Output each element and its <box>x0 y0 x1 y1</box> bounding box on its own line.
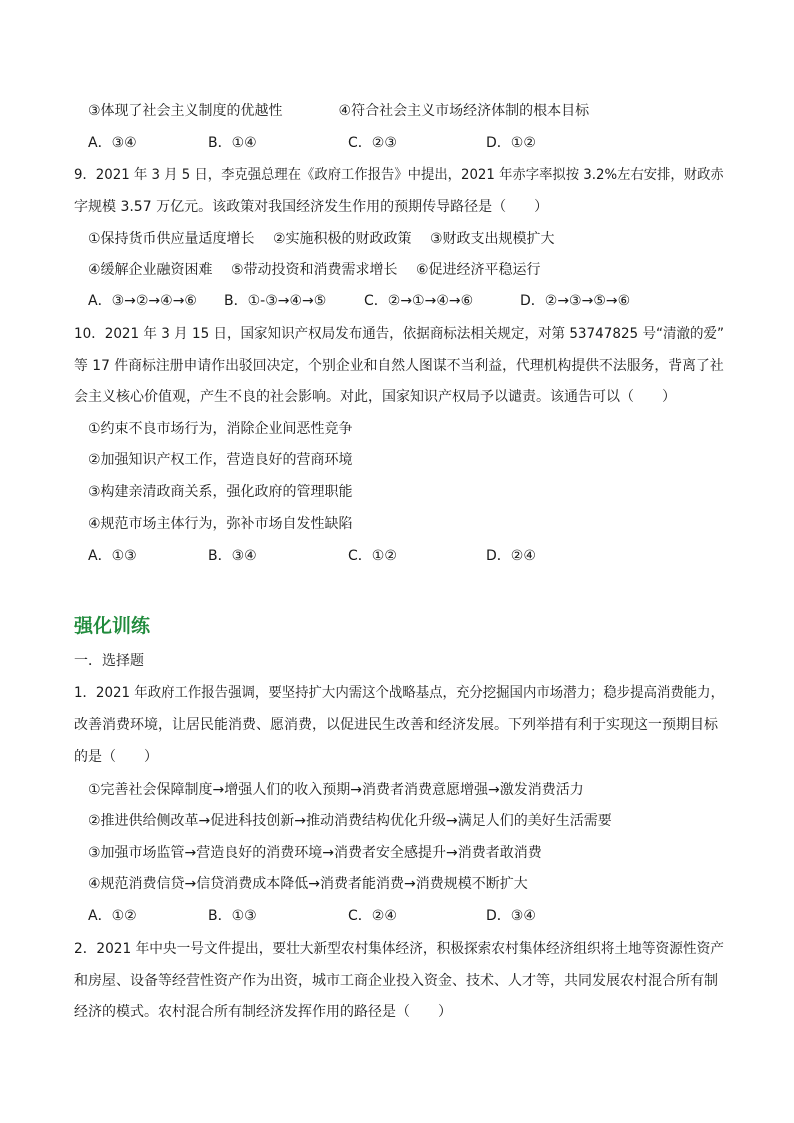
q10-option-a: A．①③ <box>88 548 137 564</box>
p1-option-b: B．①③ <box>208 908 257 924</box>
p2-stem-line3: 经济的模式。农村混合所有制经济发挥作用的路径是（ ） <box>74 1004 452 1020</box>
q10-statement: ①约束不良市场行为，消除企业间恶性竞争 <box>88 421 353 437</box>
q9-stem-line2: 字规模 3.57 万亿元。该政策对我国经济发生作用的预期传导路径是（ ） <box>74 199 549 215</box>
q9-option-d: D．②→③→⑤→⑥ <box>520 293 631 309</box>
q10-option-c: C．①② <box>348 548 397 564</box>
p1-statement: ④规范消费信贷→信贷消费成本降低→消费者能消费→消费规模不断扩大 <box>88 876 528 892</box>
p1-stem-line1: 1．2021 年政府工作报告强调，要坚持扩大内需这个战略基点，充分挖掘国内市场潜力；稳步提高消费能力， <box>74 685 724 701</box>
p1-stem-line3: 的是（ ） <box>74 749 158 765</box>
q10-option-b: B．③④ <box>208 548 257 564</box>
p1-option-d: D．③④ <box>486 908 536 924</box>
q10-stem-line3: 会主义核心价值观，产生不良的社会影响。对此，国家知识产权局予以谴责。该通告可以（ ） <box>74 389 676 405</box>
p1-stem-line2: 改善消费环境，让居民能消费、愿消费，以促进民生改善和经济发展。下列举措有利于实现这一预期目标 <box>74 717 718 733</box>
section-subtitle: 一．选择题 <box>74 653 144 669</box>
p1-statement: ①完善社会保障制度→增强人们的收入预期→消费者消费意愿增强→激发消费活力 <box>88 782 584 798</box>
q9-statements-line2: ④缓解企业融资困难 ⑤带动投资和消费需求增长 ⑥促进经济平稳运行 <box>88 262 541 278</box>
q8-option-b: B．①④ <box>208 135 257 151</box>
q9-option-a: A．③→②→④→⑥ <box>88 293 197 309</box>
q9-stem-line1: 9．2021 年 3 月 5 日，李克强总理在《政府工作报告》中提出，2021 年赤字率拟按 3.2%左右安排，财政赤 <box>74 167 724 183</box>
q9-statements-line1: ①保持货币供应量适度增长 ②实施积极的财政政策 ③财政支出规模扩大 <box>88 231 555 247</box>
q8-statements-line: ③体现了社会主义制度的优越性 ④符合社会主义市场经济体制的根本目标 <box>88 103 590 119</box>
q10-statement: ②加强知识产权工作，营造良好的营商环境 <box>88 452 353 468</box>
q9-option-b: B．①-③→④→⑤ <box>224 293 327 309</box>
q8-option-a: A．③④ <box>88 135 137 151</box>
p2-stem-line1: 2．2021 年中央一号文件提出，要壮大新型农村集体经济，积极探索农村集体经济组织将土地等资源性资产 <box>74 941 724 957</box>
q8-option-d: D．①② <box>486 135 536 151</box>
q9-option-c: C．②→①→④→⑥ <box>364 293 474 309</box>
q8-option-c: C．②③ <box>348 135 397 151</box>
p2-stem-line2: 和房屋、设备等经营性资产作为出资，城市工商企业投入资金、技术、人才等，共同发展农村混合所有制 <box>74 973 718 989</box>
q10-option-d: D．②④ <box>486 548 536 564</box>
p1-statement: ③加强市场监管→营造良好的消费环境→消费者安全感提升→消费者敢消费 <box>88 845 542 861</box>
q10-statement: ③构建亲清政商关系，强化政府的管理职能 <box>88 484 353 500</box>
q10-stem-line2: 等 17 件商标注册申请作出驳回决定，个别企业和自然人图谋不当利益，代理机构提供不法服务，背离了社 <box>74 358 724 374</box>
p1-option-c: C．②④ <box>348 908 397 924</box>
p1-option-a: A．①② <box>88 908 137 924</box>
p1-statement: ②推进供给侧改革→促进科技创新→推动消费结构优化升级→满足人们的美好生活需要 <box>88 813 612 829</box>
q10-stem-line1: 10．2021 年 3 月 15 日，国家知识产权局发布通告，依据商标法相关规定，对第 53747825 号“清澈的爱” <box>74 326 725 342</box>
section-title: 强化训练 <box>74 615 151 637</box>
q10-statement: ④规范市场主体行为，弥补市场自发性缺陷 <box>88 516 353 532</box>
